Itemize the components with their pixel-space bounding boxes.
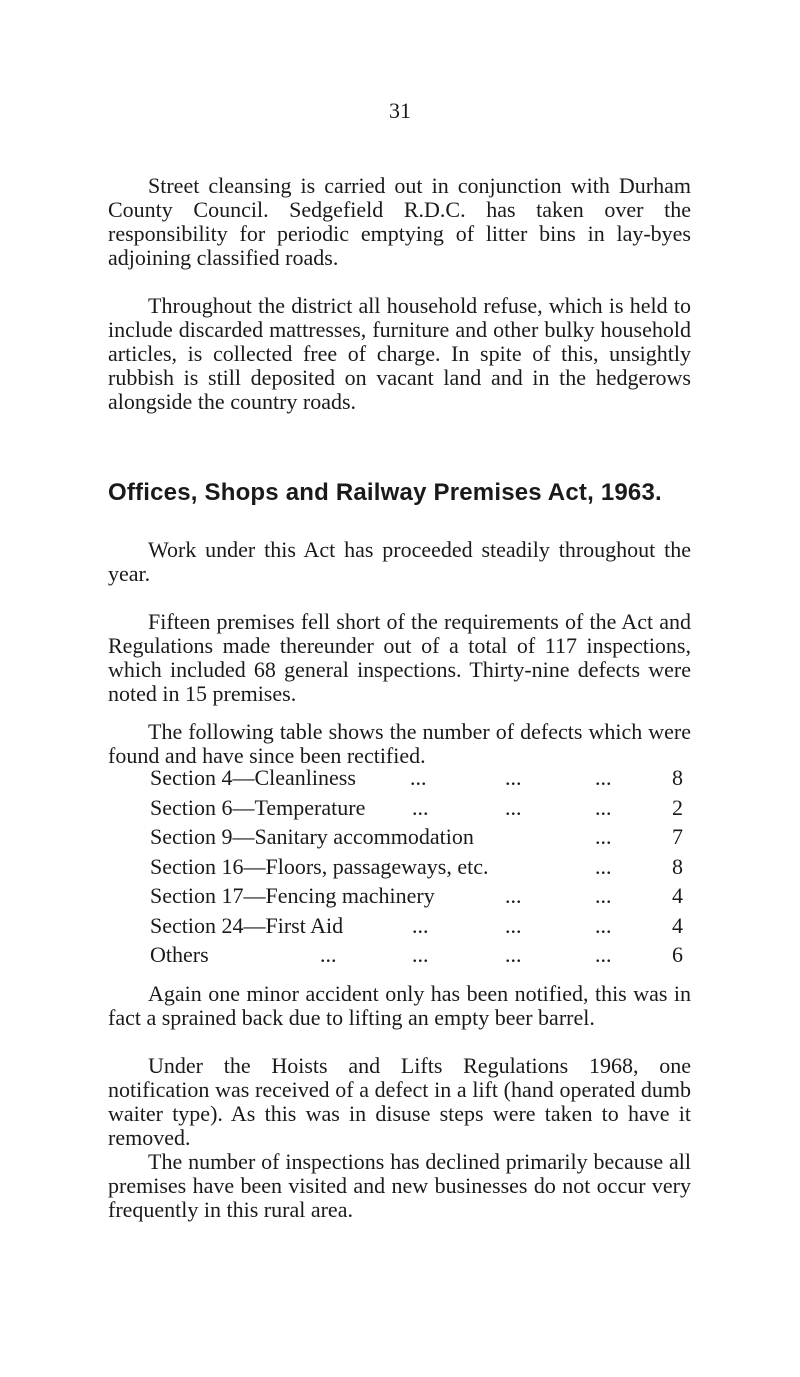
leader-dots: ...	[412, 794, 429, 820]
defect-count: 4	[672, 883, 683, 908]
leader-dots: ...	[505, 942, 522, 967]
leader-dots: ...	[595, 883, 612, 908]
leader-dots: ...	[412, 942, 429, 967]
table-row	[150, 881, 683, 911]
leader-dots: ...	[595, 794, 612, 820]
paragraph-household-refuse: Throughout the district all household refuse, which is held to include discarded mattresses, furniture and other bulky household articles, is collected free of charge. In spite of this, unsightly rubbish is still deposited on vacant land and in the hedgerows alongside the country roads.	[108, 293, 691, 414]
leader-dots: ...	[595, 824, 612, 849]
section-heading: Offices, Shops and Railway Premises Act, 1963.	[108, 479, 662, 506]
table-row	[150, 940, 683, 970]
defect-count: 4	[672, 912, 683, 938]
leader-dots: ...	[410, 765, 427, 790]
paragraph-work-proceeded: Work under this Act has proceeded steadily throughout the year.	[108, 537, 691, 586]
paragraph-inspections: Fifteen premises fell short of the requirements of the Act and Regulations made thereunder out of a total of 117 inspections, which included 68 general inspections. Thirty-nine defects were noted in 15 premises.	[108, 609, 691, 706]
leader-dots: ...	[320, 942, 337, 967]
paragraph-decline: The number of inspections has declined primarily because all premises have been visited and new businesses do not occur very frequently in this rural area.	[108, 1149, 691, 1222]
defect-label: Section 17—Fencing machinery	[150, 883, 435, 908]
defect-count: 6	[672, 942, 683, 967]
paragraph-table-intro: The following table shows the number of defects which were found and have since been rectified.	[108, 719, 691, 768]
defect-label: Others	[150, 942, 209, 967]
table-row	[150, 911, 683, 941]
paragraph-street-cleansing: Street cleansing is carried out in conjunction with Durham County Council. Sedgefield R.D.C. has taken over the responsibility for periodic emptying of litter bins in lay-byes adjoining classified roads.	[108, 173, 691, 270]
table-row	[150, 793, 683, 823]
leader-dots: ...	[595, 942, 612, 967]
leader-dots: ...	[505, 912, 522, 938]
table-row	[150, 852, 683, 882]
defect-label: Section 4—Cleanliness	[150, 765, 356, 790]
leader-dots: ...	[595, 765, 612, 790]
defect-count: 7	[672, 824, 683, 849]
leader-dots: ...	[505, 794, 522, 820]
leader-dots: ...	[505, 883, 522, 908]
defect-count: 8	[672, 765, 683, 790]
table-row	[150, 763, 683, 793]
leader-dots: ...	[505, 765, 522, 790]
leader-dots: ...	[412, 912, 429, 938]
defect-label: Section 16—Floors, passageways, etc.	[150, 853, 489, 879]
paragraph-hoists: Under the Hoists and Lifts Regulations 1968, one notification was received of a defect in a lift (hand operated dumb waiter type). As this was in disuse steps were taken to have it removed.	[108, 1053, 691, 1150]
page-number: 31	[389, 98, 411, 123]
defect-label: Section 24—First Aid	[150, 912, 344, 938]
defect-count: 8	[672, 853, 683, 879]
defect-label: Section 9—Sanitary accommodation	[150, 824, 474, 849]
table-row	[150, 822, 683, 852]
defects-table	[150, 763, 683, 970]
paragraph-accident: Again one minor accident only has been notified, this was in fact a sprained back due to lifting an empty beer barrel.	[108, 981, 691, 1030]
defect-count: 2	[672, 794, 683, 820]
leader-dots: ...	[595, 853, 612, 879]
leader-dots: ...	[595, 912, 612, 938]
defect-label: Section 6—Temperature	[150, 794, 366, 820]
